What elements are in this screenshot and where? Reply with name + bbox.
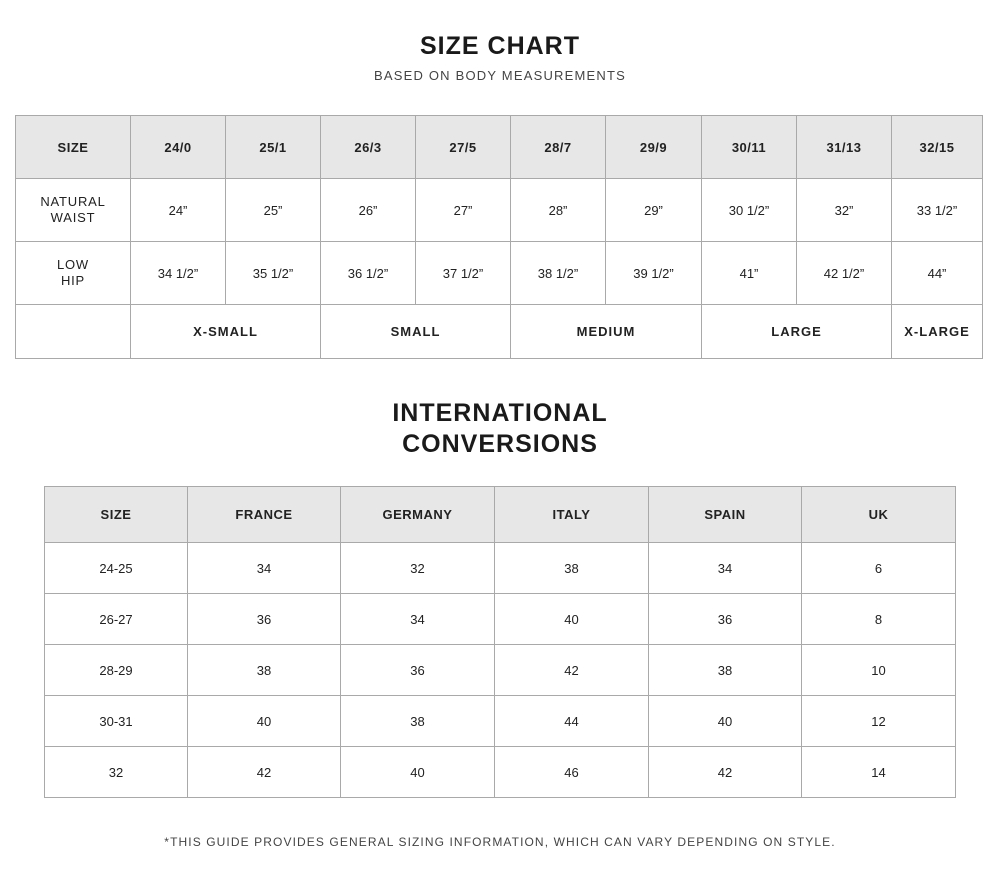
header-cell: ITALY <box>495 487 649 543</box>
header-cell: 27/5 <box>416 116 511 179</box>
table-cell: 38 <box>341 696 495 747</box>
row-label-line: NATURAL <box>40 194 106 209</box>
table-cell: 40 <box>649 696 802 747</box>
header-cell: 25/1 <box>226 116 321 179</box>
table-cell: 30-31 <box>45 696 188 747</box>
table-cell: 34 <box>188 543 341 594</box>
header-cell: 32/15 <box>892 116 983 179</box>
international-conversions-table <box>44 486 956 798</box>
table-cell: 12 <box>802 696 956 747</box>
table-cell: 46 <box>495 747 649 798</box>
table-cell: 37 1/2” <box>416 242 511 305</box>
table-cell: 42 <box>495 645 649 696</box>
table-cell: 42 <box>188 747 341 798</box>
table-row <box>45 696 956 747</box>
low-hip-row <box>16 242 983 305</box>
table-cell: 44 <box>495 696 649 747</box>
table-cell: 34 <box>341 594 495 645</box>
table-cell: 26-27 <box>45 594 188 645</box>
table-cell: 28-29 <box>45 645 188 696</box>
table-cell: 30 1/2” <box>702 179 797 242</box>
table-cell: 40 <box>188 696 341 747</box>
header-cell: 24/0 <box>131 116 226 179</box>
footnote: *THIS GUIDE PROVIDES GENERAL SIZING INFORMATION, WHICH CAN VARY DEPENDING ON STYLE. <box>164 835 836 849</box>
table-cell: 29” <box>606 179 702 242</box>
table-cell: 36 <box>649 594 802 645</box>
table-cell: 38 <box>649 645 802 696</box>
table-cell: 26” <box>321 179 416 242</box>
header-cell: UK <box>802 487 956 543</box>
table-cell: 6 <box>802 543 956 594</box>
table-row <box>45 543 956 594</box>
table-cell: 38 <box>495 543 649 594</box>
international-header-row <box>45 487 956 543</box>
table-cell: 8 <box>802 594 956 645</box>
table-cell: 44” <box>892 242 983 305</box>
table-cell: 41” <box>702 242 797 305</box>
table-cell: 14 <box>802 747 956 798</box>
category-xsmall: X-SMALL <box>131 305 321 359</box>
table-row <box>45 645 956 696</box>
natural-waist-row <box>16 179 983 242</box>
size-category-row <box>16 305 983 359</box>
table-cell: 36 <box>341 645 495 696</box>
row-label-line: LOW <box>56 257 89 272</box>
table-cell: 42 1/2” <box>797 242 892 305</box>
table-cell: 38 1/2” <box>511 242 606 305</box>
category-small: SMALL <box>321 305 511 359</box>
row-label-line: WAIST <box>50 210 96 225</box>
table-cell: 32 <box>45 747 188 798</box>
natural-waist-label <box>16 179 131 242</box>
row-label-line: HIP <box>60 273 86 288</box>
header-cell: 30/11 <box>702 116 797 179</box>
international-title <box>0 398 1000 460</box>
header-cell: SPAIN <box>649 487 802 543</box>
table-cell: 10 <box>802 645 956 696</box>
table-cell: 32 <box>341 543 495 594</box>
category-medium: MEDIUM <box>511 305 702 359</box>
table-cell: 36 1/2” <box>321 242 416 305</box>
header-cell: FRANCE <box>188 487 341 543</box>
table-cell: 42 <box>649 747 802 798</box>
header-cell: 29/9 <box>606 116 702 179</box>
table-cell: 28” <box>511 179 606 242</box>
table-cell: 40 <box>495 594 649 645</box>
table-cell: 34 <box>649 543 802 594</box>
size-chart-table <box>15 115 983 359</box>
table-cell: 34 1/2” <box>131 242 226 305</box>
table-cell: 39 1/2” <box>606 242 702 305</box>
category-xlarge: X-LARGE <box>892 305 983 359</box>
table-cell: 32” <box>797 179 892 242</box>
table-cell: 35 1/2” <box>226 242 321 305</box>
table-row <box>45 747 956 798</box>
size-chart-header-row <box>16 116 983 179</box>
header-cell: SIZE <box>45 487 188 543</box>
low-hip-label <box>16 242 131 305</box>
table-cell: 36 <box>188 594 341 645</box>
table-cell: 33 1/2” <box>892 179 983 242</box>
size-chart-title: SIZE CHART <box>420 32 580 60</box>
category-large: LARGE <box>702 305 892 359</box>
table-cell: 24” <box>131 179 226 242</box>
header-cell: SIZE <box>16 116 131 179</box>
table-cell: 25” <box>226 179 321 242</box>
title-line: INTERNATIONAL <box>392 399 608 427</box>
header-cell: 31/13 <box>797 116 892 179</box>
header-cell: GERMANY <box>341 487 495 543</box>
title-line: CONVERSIONS <box>402 430 598 458</box>
empty-cell <box>16 305 131 359</box>
header-cell: 28/7 <box>511 116 606 179</box>
table-cell: 38 <box>188 645 341 696</box>
header-cell: 26/3 <box>321 116 416 179</box>
table-cell: 40 <box>341 747 495 798</box>
table-cell: 27” <box>416 179 511 242</box>
size-chart-subtitle: BASED ON BODY MEASUREMENTS <box>373 68 626 83</box>
table-row <box>45 594 956 645</box>
table-cell: 24-25 <box>45 543 188 594</box>
